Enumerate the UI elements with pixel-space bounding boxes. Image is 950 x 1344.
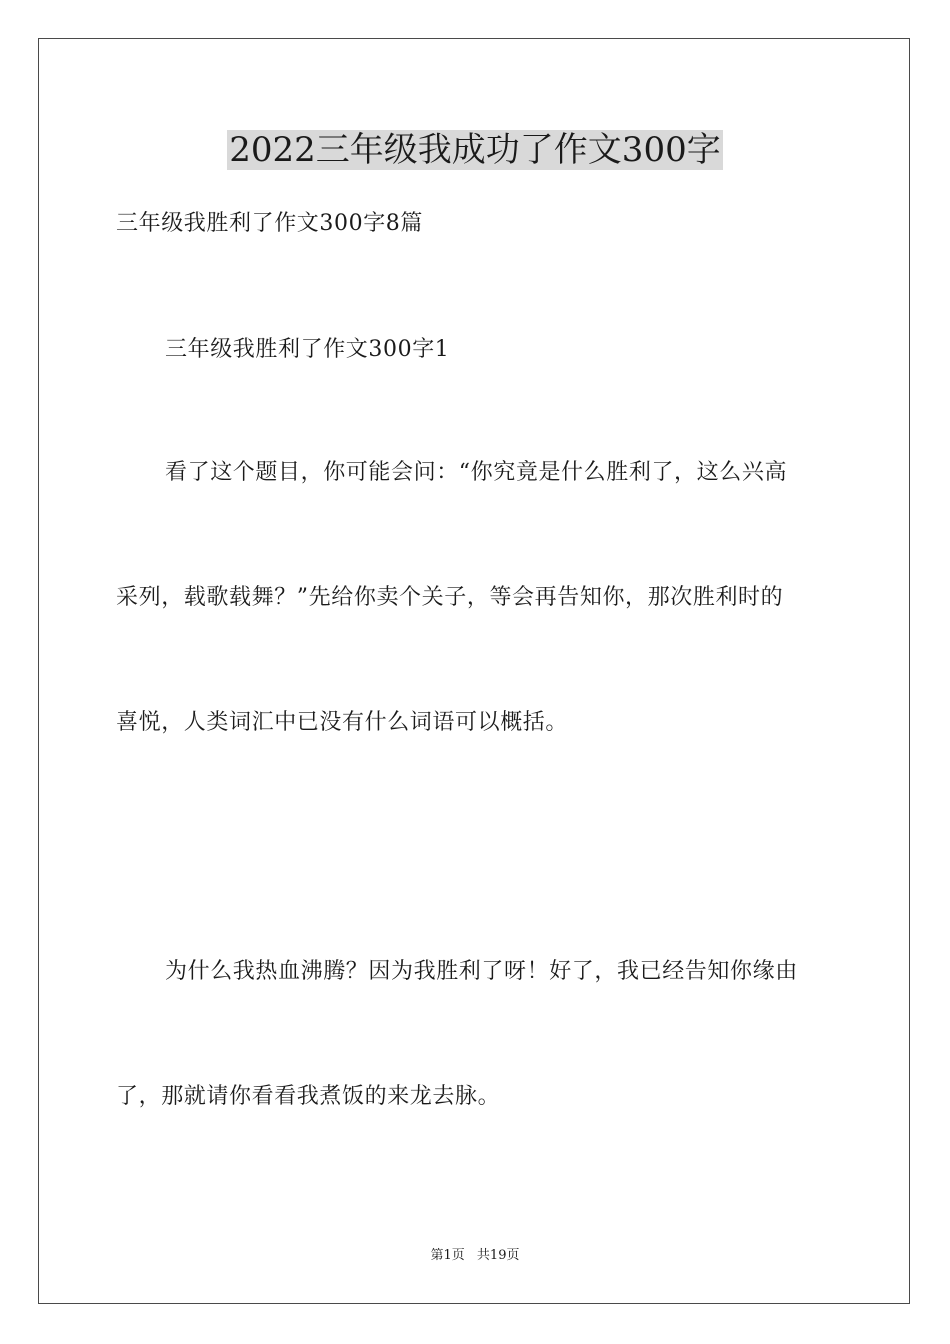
paragraph-1-line-2: 采列，载歌载舞？”先给你卖个关子，等会再告知你，那次胜利时的 — [116, 585, 784, 610]
document-subtitle: 三年级我胜利了作文300字8篇 — [116, 211, 423, 236]
paragraph-2-line-2: 了，那就请你看看我煮饭的来龙去脉。 — [116, 1084, 501, 1109]
section-heading: 三年级我胜利了作文300字1 — [165, 337, 450, 362]
paragraph-1-line-3: 喜悦，人类词汇中已没有什么词语可以概括。 — [116, 710, 569, 735]
document-title-text: 2022三年级我成功了作文300字 — [229, 130, 721, 170]
paragraph-1-line-1: 看了这个题目，你可能会问：“你究竟是什么胜利了，这么兴高 — [165, 460, 788, 485]
document-title — [0, 128, 950, 172]
paragraph-2-line-1: 为什么我热血沸腾？因为我胜利了呀！好了，我已经告知你缘由 — [165, 959, 798, 984]
page-footer: 第1页 共19页 — [430, 1248, 520, 1263]
